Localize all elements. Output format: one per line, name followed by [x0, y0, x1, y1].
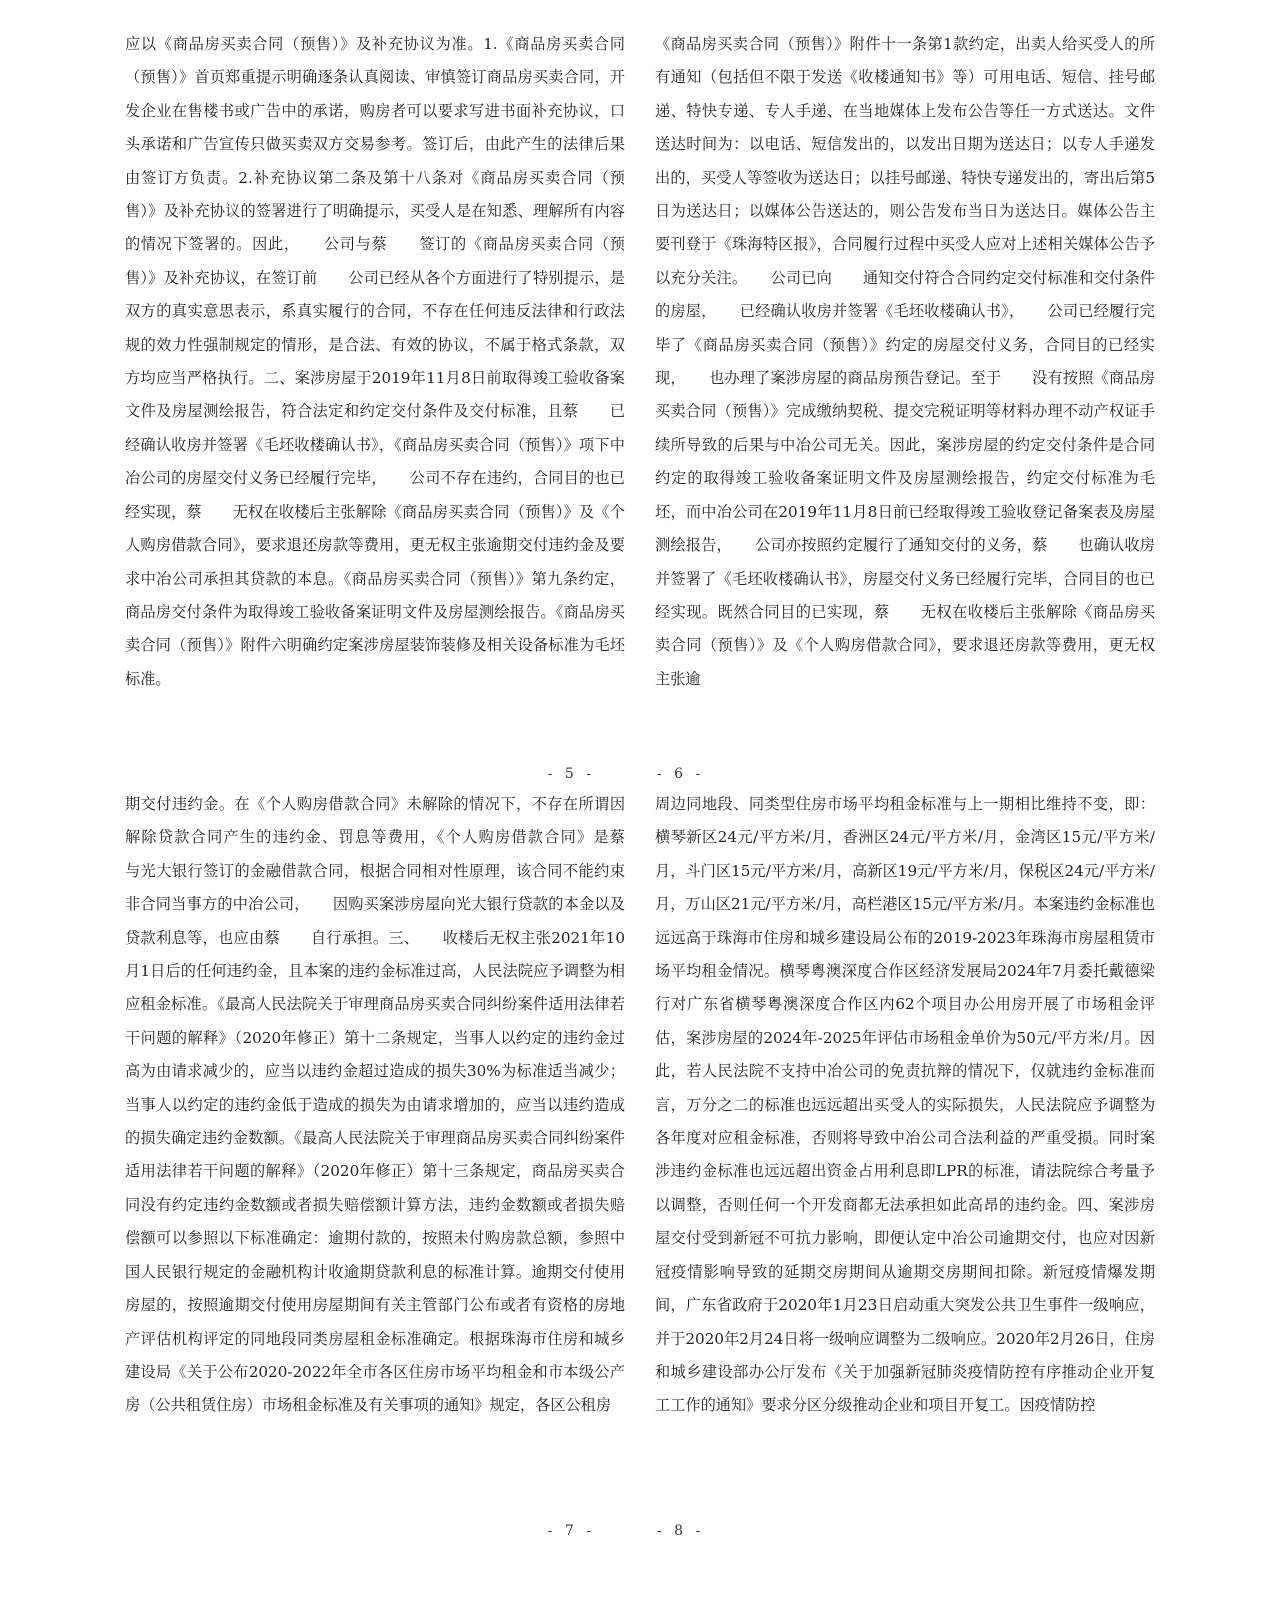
document-page-6: [655, 28, 1155, 808]
document-page-7: [125, 788, 656, 1568]
page-number: - 8 -: [657, 1523, 705, 1539]
page-number: - 5 -: [547, 766, 595, 782]
document-page-5: [125, 28, 625, 808]
page-number: - 7 -: [547, 1523, 595, 1539]
page-body-text: 周边同地段、同类型住房市场平均租金标准与上一期相比维持不变，即：横琴新区24元/平方米/月，香洲区24元/平方米/月，金湾区15元/平方米/月，斗门区15元/平方米/月，高新区19元/平方米/月，保税区24元/平方米/月，万山区21元/平方米/月，高栏港区15元/平方米/月。本案违约金标准也远远高于珠海市住房和城乡建设局公布的2019-2023年珠海市房屋租赁市场平均租金情况。横琴粤澳深度合作区经济发展局2024年7月委托戴德梁行对广东省横琴粤澳深度合作区内62个项目办公用房开展了市场租金评估，案涉房屋的2024年-2025年评估市场租金单价为50元/平方米/月。因此，若人民法院不支持中冶公司的免责抗辩的情况下，仅就违约金标准而言，万分之二的标准也远远超出买受人的实际损失，人民法院应予调整为各年度对应租金标准，否则将导致中冶公司合法利益的严重受损。同时案涉违约金标准也远远超出资金占用利息即LPR的标准，请法院综合考量予以调整，否则任何一个开发商都无法承担如此高昂的违约金。四、案涉房屋交付受到新冠不可抗力影响，即便认定中冶公司逾期交付，也应对因新冠疫情影响导致的延期交房期间从逾期交房期间扣除。新冠疫情爆发期间，广东省政府于2020年1月23日启动重大突发公共卫生事件一级响应，并于2020年2月24日将一级响应调整为二级响应。2020年2月26日，住房和城乡建设部办公厅发布《关于加强新冠肺炎疫情防控有序推动企业开复工工作的通知》要求分区分级推动企业和项目开复工。因疫情防控: [655, 795, 1155, 1415]
page-body-text: 期交付违约金。在《个人购房借款合同》未解除的情况下，不存在所谓因解除贷款合同产生的违约金、罚息等费用，《个人购房借款合同》是蔡 与光大银行签订的金融借款合同，根据合同相对性原理，该合同不能约束非合同当事方的中冶公司， 因购买案涉房屋向光大银行贷款的本金以及贷款利息等，也应由蔡 自行承担。三、 收楼后无权主张2021年10月1日后的任何违约金，且本案的违约金标准过高，人民法院应予调整为相应租金标准。《最高人民法院关于审理商品房买卖合同纠纷案件适用法律若干问题的解释》（2020年修正）第十二条规定，当事人以约定的违约金过高为由请求减少的，应当以违约金超过造成的损失30%为标准适当减少；当事人以约定的违约金低于造成的损失为由请求增加的，应当以违约造成的损失确定违约金数额。《最高人民法院关于审理商品房买卖合同纠纷案件适用法律若干问题的解释》（2020年修正）第十三条规定，商品房买卖合同没有约定违约金数额或者损失赔偿额计算方法，违约金数额或者损失赔偿额可以参照以下标准确定：逾期付款的，按照未付购房款总额，参照中国人民银行规定的金融机构计收逾期贷款利息的标准计算。逾期交付使用房屋的，按照逾期交付使用房屋期间有关主管部门公布或者有资格的房地产评估机构评定的同地段同类房屋租金标准确定。根据珠海市住房和城乡建设局《关于公布2020-2022年全市各区住房市场平均租金和市本级公产房（公共租赁住房）市场租金标准及有关事项的通知》规定，各区公租房: [125, 795, 656, 1415]
page-body-text: 应以《商品房买卖合同（预售）》及补充协议为准。1.《商品房买卖合同（预售）》首页郑重提示明确逐条认真阅读、审慎签订商品房买卖合同，开发企业在售楼书或广告中的承诺，购房者可以要求写进书面补充协议，口头承诺和广告宣传只做买卖双方交易参考。签订后，由此产生的法律后果由签订方负责。2.补充协议第二条及第十八条对《商品房买卖合同（预售）》及补充协议的签署进行了明确提示，买受人是在知悉、理解所有内容的情况下签署的。因此， 公司与蔡 签订的《商品房买卖合同（预售）》及补充协议，在签订前 公司已经从各个方面进行了特别提示，是双方的真实意思表示，系真实履行的合同，不存在任何违反法律和行政法规的效力性强制规定的情形，是合法、有效的协议，不属于格式条款，双方均应当严格执行。二、案涉房屋于2019年11月8日前取得竣工验收备案文件及房屋测绘报告，符合法定和约定交付条件及交付标准，且蔡 已经确认收房并签署《毛坯收楼确认书》，《商品房买卖合同（预售）》项下中冶公司的房屋交付义务已经履行完毕， 公司不存在违约，合同目的也已经实现，蔡 无权在收楼后主张解除《商品房买卖合同（预售）》及《个人购房借款合同》，要求退还房款等费用，更无权主张逾期交付违约金及要求中冶公司承担其贷款的本息。《商品房买卖合同（预售）》第九条约定，商品房交付条件为取得竣工验收备案证明文件及房屋测绘报告。《商品房买卖合同（预售）》附件六明确约定案涉房屋装饰装修及相关设备标准为毛坯标准。: [125, 35, 625, 688]
page-body-text: 《商品房买卖合同（预售）》附件十一条第1款约定，出卖人给买受人的所有通知（包括但不限于发送《收楼通知书》等）可用电话、短信、挂号邮递、特快专递、专人手递、在当地媒体上发布公告等任一方式送达。文件送达时间为：以电话、短信发出的，以发出日期为送达日；以专人手递发出的，买受人等签收为送达日；以挂号邮递、特快专递发出的，寄出后第5日为送达日；以媒体公告送达的，则公告发布当日为送达日。媒体公告主要刊登于《珠海特区报》，合同履行过程中买受人应对上述相关媒体公告予以充分关注。 公司已向 通知交付符合合同约定交付标准和交付条件的房屋， 已经确认收房并签署《毛坯收楼确认书》， 公司已经履行完毕了《商品房买卖合同（预售）》约定的房屋交付义务，合同目的已经实现， 也办理了案涉房屋的商品房预告登记。至于 没有按照《商品房买卖合同（预售）》完成缴纳契税、提交完税证明等材料办理不动产权证手续所导致的后果与中冶公司无关。因此，案涉房屋的约定交付条件是合同约定的取得竣工验收备案证明文件及房屋测绘报告，约定交付标准为毛坯，而中冶公司在2019年11月8日前已经取得竣工验收登记备案表及房屋测绘报告， 公司亦按照约定履行了通知交付的义务，蔡 也确认收房并签署了《毛坯收楼确认书》，房屋交付义务已经履行完毕，合同目的也已经实现。既然合同目的已实现，蔡 无权在收楼后主张解除《商品房买卖合同（预售）》及《个人购房借款合同》，要求退还房款等费用，更无权主张逾: [655, 35, 1155, 688]
page-number: - 6 -: [657, 766, 705, 782]
document-page-8: [655, 788, 1155, 1568]
